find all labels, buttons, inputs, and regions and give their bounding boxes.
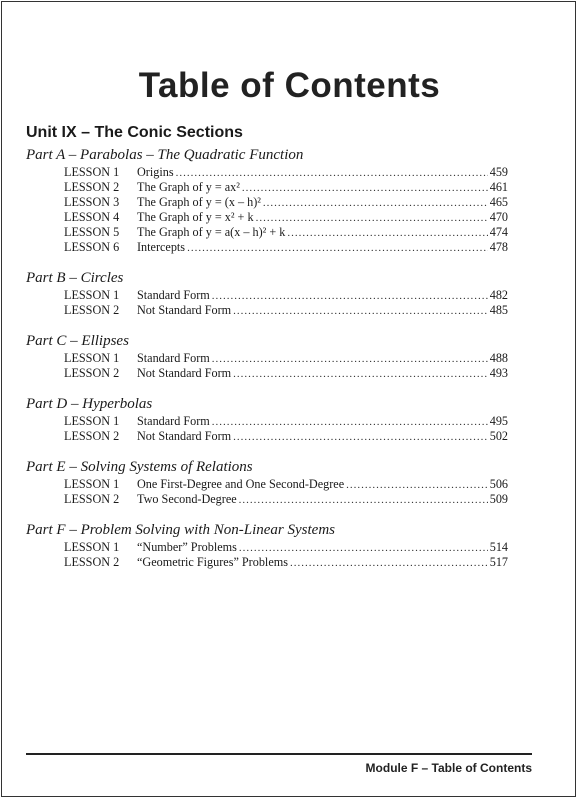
lesson-title: Standard Form xyxy=(137,351,210,365)
lesson-title: Intercepts xyxy=(137,240,186,254)
lesson-title: Origins xyxy=(137,165,174,179)
lesson-title: Standard Form xyxy=(137,288,210,302)
toc-entry xyxy=(26,225,508,240)
dot-leader xyxy=(233,304,488,319)
toc-part xyxy=(26,521,508,570)
unit-title: Unit IX – The Conic Sections xyxy=(26,124,243,141)
dot-leader xyxy=(212,352,488,367)
toc-entry xyxy=(26,555,508,570)
lesson-number: LESSON 1 xyxy=(64,477,120,491)
toc-entry xyxy=(26,540,508,555)
lesson-number: LESSON 2 xyxy=(64,366,120,380)
dot-leader xyxy=(287,226,487,241)
table-of-contents xyxy=(26,146,508,584)
dot-leader xyxy=(346,478,488,493)
toc-entry xyxy=(26,288,508,303)
toc-entry xyxy=(26,429,508,444)
lesson-number: LESSON 2 xyxy=(64,303,120,317)
lesson-number: LESSON 1 xyxy=(64,351,120,365)
page-number: 495 xyxy=(489,414,508,428)
part-title: Part E – Solving Systems of Relations xyxy=(26,459,253,475)
toc-entry xyxy=(26,240,508,255)
lesson-number: LESSON 2 xyxy=(64,555,120,569)
toc-entry xyxy=(26,303,508,318)
page-number: 459 xyxy=(489,165,508,179)
toc-part xyxy=(26,332,508,381)
page-number: 493 xyxy=(489,366,508,380)
part-title: Part F – Problem Solving with Non-Linear Systems xyxy=(26,522,336,538)
part-title: Part C – Ellipses xyxy=(26,333,129,349)
lesson-number: LESSON 1 xyxy=(64,165,120,179)
toc-entry xyxy=(26,195,508,210)
toc-entry xyxy=(26,477,508,492)
part-title: Part B – Circles xyxy=(26,270,124,286)
footer-text: Module F – Table of Contents xyxy=(365,761,532,775)
lesson-title: “Geometric Figures” Problems xyxy=(137,555,288,569)
dot-leader xyxy=(239,493,488,508)
page-number: 485 xyxy=(489,303,508,317)
lesson-title: Two Second-Degree xyxy=(137,492,237,506)
lesson-title: The Graph of y = a(x – h)² + k xyxy=(137,225,286,239)
toc-entry xyxy=(26,165,508,180)
page-number: 478 xyxy=(489,240,508,254)
lesson-title: The Graph of y = x² + k xyxy=(137,210,254,224)
page-title: Table of Contents xyxy=(138,66,441,105)
page-number: 461 xyxy=(489,180,508,194)
lesson-number: LESSON 3 xyxy=(64,195,120,209)
dot-leader xyxy=(176,166,488,181)
dot-leader xyxy=(233,430,488,445)
lesson-number: LESSON 1 xyxy=(64,414,120,428)
toc-entry xyxy=(26,180,508,195)
page-number: 517 xyxy=(489,555,508,569)
dot-leader xyxy=(212,289,488,304)
lesson-number: LESSON 6 xyxy=(64,240,120,254)
dot-leader xyxy=(242,181,488,196)
dot-leader xyxy=(263,196,488,211)
dot-leader xyxy=(212,415,488,430)
lesson-title: Not Standard Form xyxy=(137,366,232,380)
lesson-number: LESSON 1 xyxy=(64,540,120,554)
lesson-title: “Number” Problems xyxy=(137,540,237,554)
lesson-title: The Graph of y = ax² xyxy=(137,180,240,194)
lesson-title: Not Standard Form xyxy=(137,429,232,443)
part-title: Part A – Parabolas – The Quadratic Function xyxy=(26,147,304,163)
lesson-title: Standard Form xyxy=(137,414,210,428)
toc-part xyxy=(26,458,508,507)
lesson-number: LESSON 2 xyxy=(64,429,120,443)
toc-entry xyxy=(26,351,508,366)
lesson-number: LESSON 5 xyxy=(64,225,120,239)
lesson-number: LESSON 1 xyxy=(64,288,120,302)
lesson-title: The Graph of y = (x – h)² xyxy=(137,195,261,209)
dot-leader xyxy=(187,241,488,256)
page-number: 502 xyxy=(489,429,508,443)
page-number: 482 xyxy=(489,288,508,302)
footer-rule xyxy=(26,753,532,755)
dot-leader xyxy=(256,211,488,226)
part-title: Part D – Hyperbolas xyxy=(26,396,153,412)
lesson-title: One First-Degree and One Second-Degree xyxy=(137,477,345,491)
toc-entry xyxy=(26,366,508,381)
dot-leader xyxy=(239,541,488,556)
dot-leader xyxy=(290,556,488,571)
dot-leader xyxy=(233,367,488,382)
page-number: 474 xyxy=(489,225,508,239)
lesson-title: Not Standard Form xyxy=(137,303,232,317)
page-number: 465 xyxy=(489,195,508,209)
page-number: 470 xyxy=(489,210,508,224)
lesson-number: LESSON 2 xyxy=(64,492,120,506)
lesson-number: LESSON 4 xyxy=(64,210,120,224)
lesson-number: LESSON 2 xyxy=(64,180,120,194)
page-number: 506 xyxy=(489,477,508,491)
toc-entry xyxy=(26,414,508,429)
toc-part xyxy=(26,269,508,318)
page-number: 509 xyxy=(489,492,508,506)
toc-part xyxy=(26,146,508,255)
toc-entry xyxy=(26,210,508,225)
toc-entry xyxy=(26,492,508,507)
page-number: 514 xyxy=(489,540,508,554)
toc-part xyxy=(26,395,508,444)
page-number: 488 xyxy=(489,351,508,365)
